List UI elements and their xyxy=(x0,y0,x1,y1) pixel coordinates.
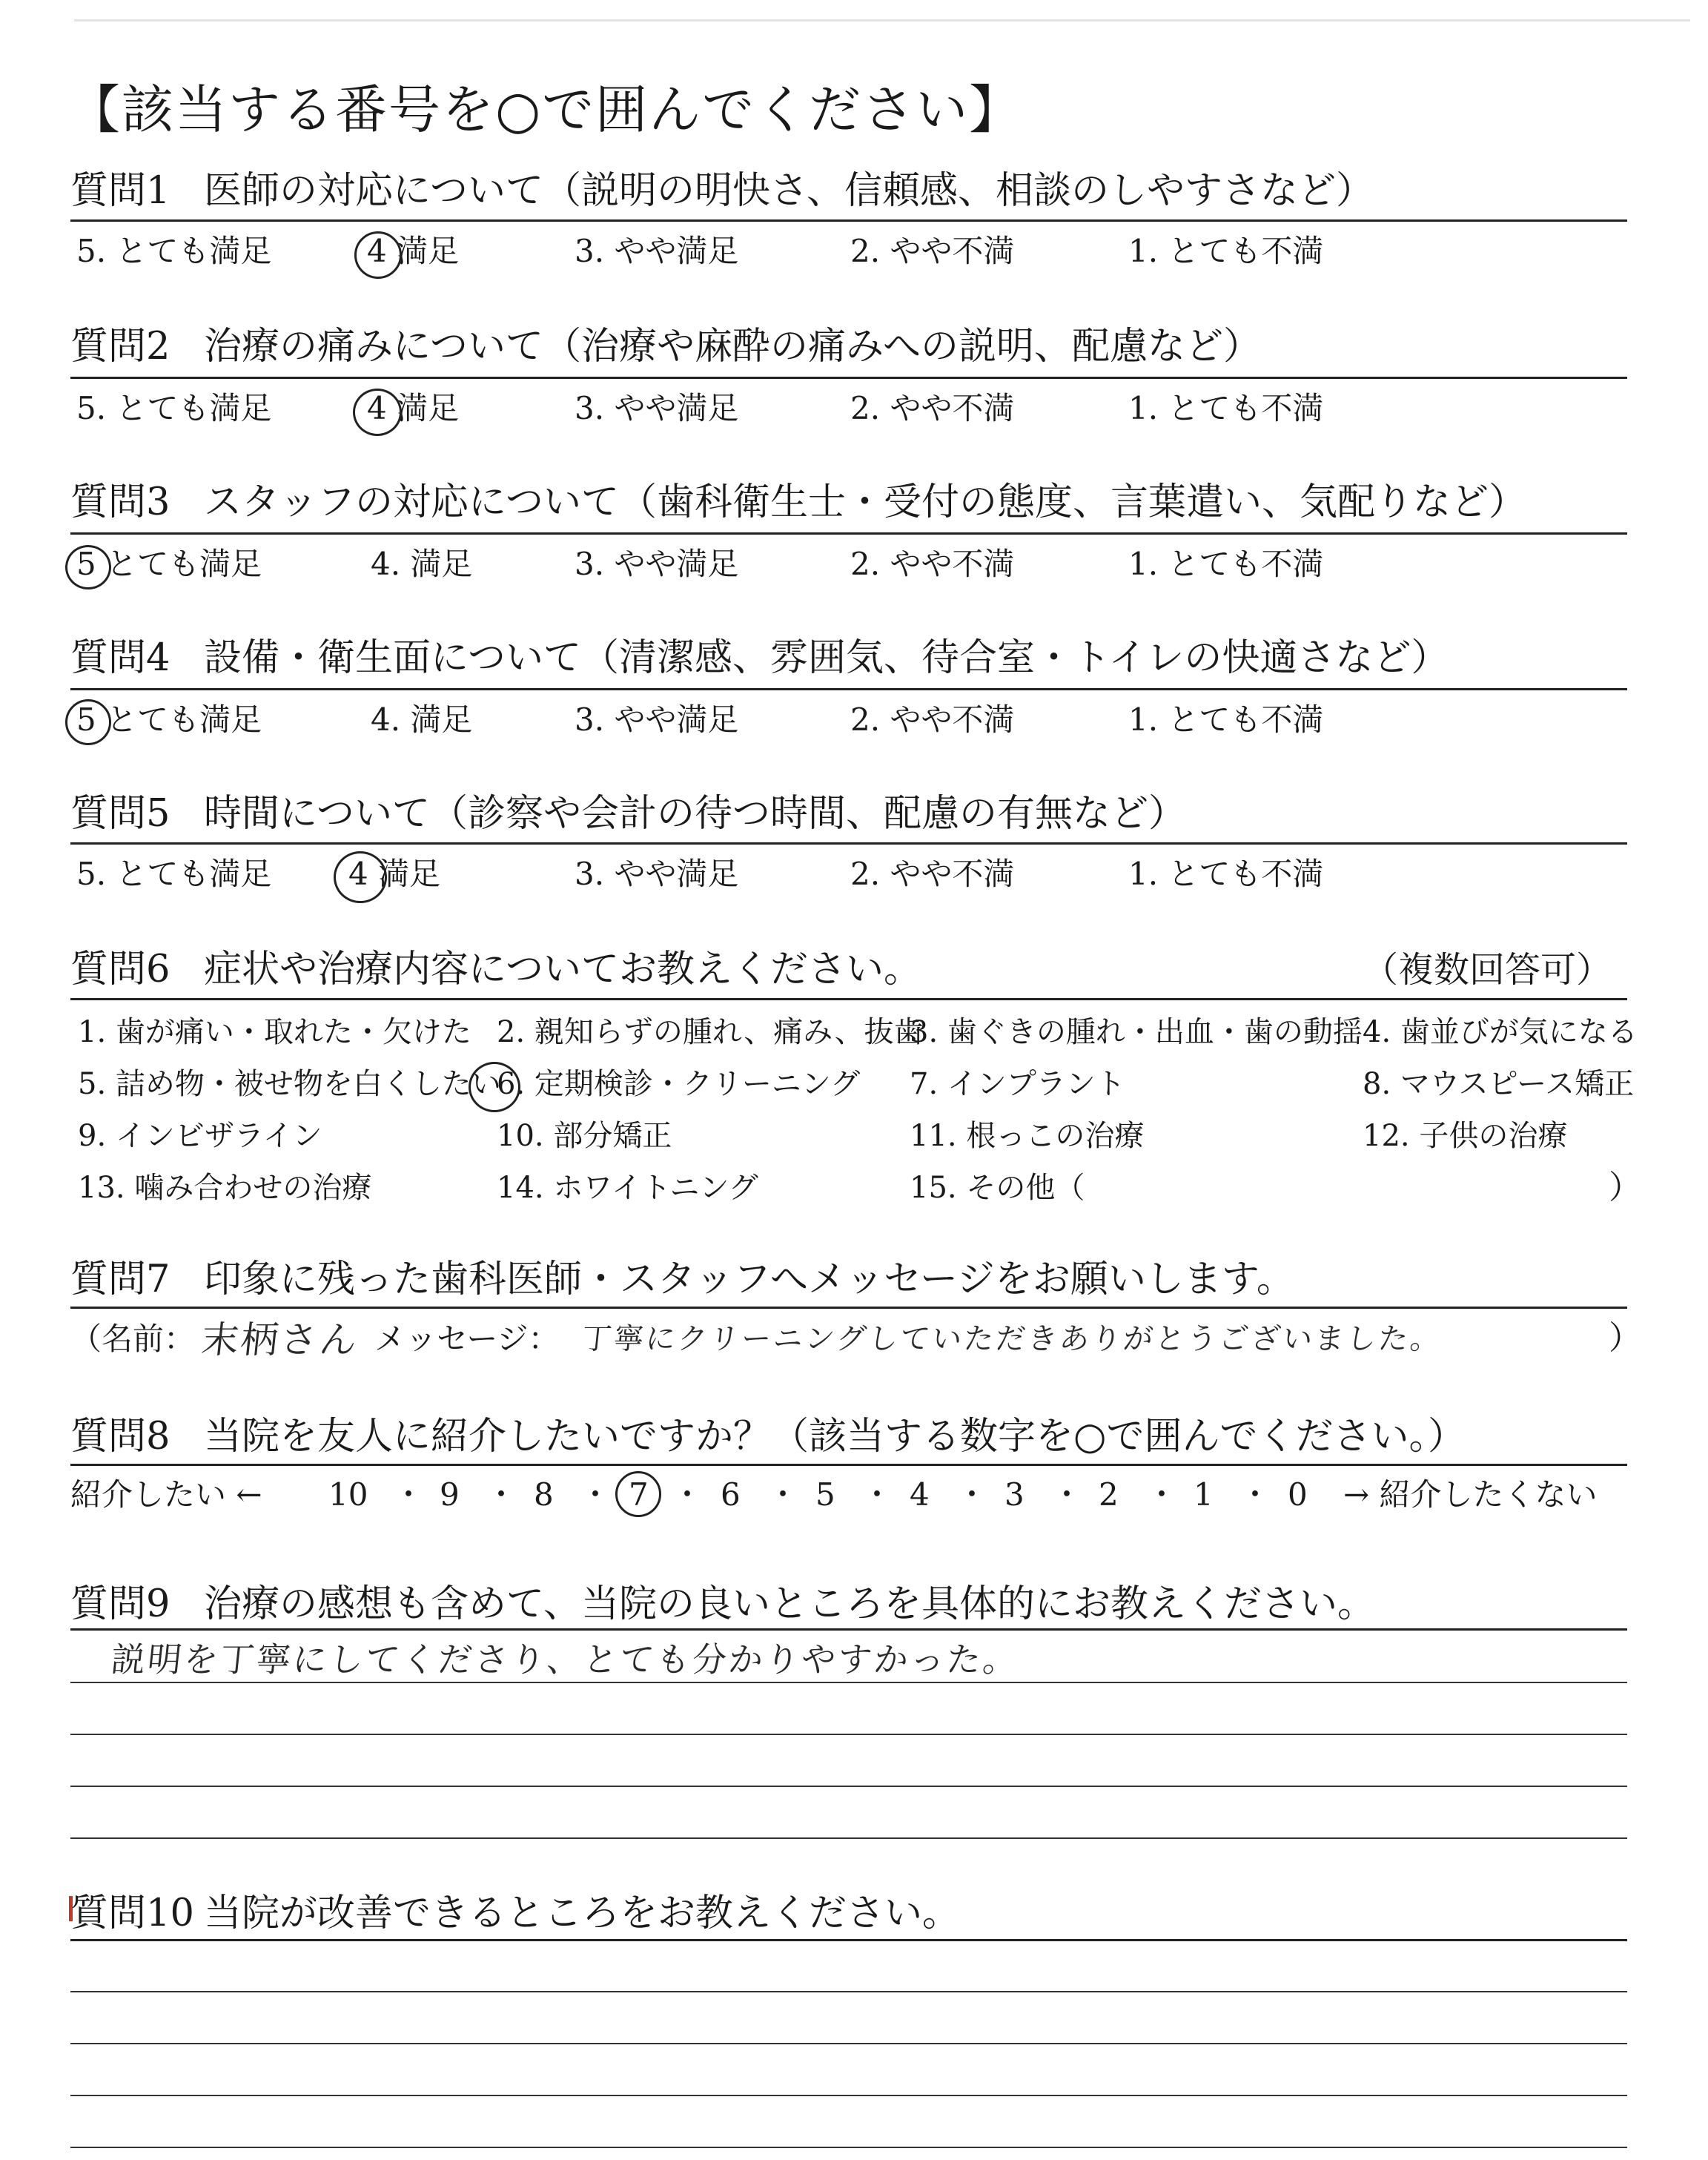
divider xyxy=(70,377,1627,379)
option-word: とても満足 xyxy=(106,546,262,582)
question-text: 医師の対応について（説明の明快さ、信頼感、相談のしやすさなど） xyxy=(204,169,1374,213)
scale-separator: ・ xyxy=(1146,1476,1178,1513)
question-text: 治療の痛みについて（治療や麻酔の痛みへの説明、配慮など） xyxy=(204,325,1261,369)
selection-circle xyxy=(354,231,402,279)
option-satisfied[interactable]: 4. 満足 xyxy=(371,546,473,582)
option-very-satisfied[interactable]: 5. とても満足 xyxy=(76,233,272,269)
scale-6[interactable]: 6 xyxy=(721,1476,741,1513)
divider xyxy=(70,219,1627,222)
question-number: 質問9 xyxy=(70,1582,171,1626)
option-digit: 4 xyxy=(348,856,368,892)
choice-14[interactable]: 14. ホワイトニング xyxy=(497,1171,758,1205)
option-somewhat-satisfied[interactable]: 3. やや満足 xyxy=(575,390,739,426)
option-word: 満足 xyxy=(378,856,441,892)
divider xyxy=(70,688,1627,690)
selection-circle xyxy=(469,1062,520,1112)
other-close-paren: ） xyxy=(1609,1169,1641,1206)
scale-10[interactable]: 10 xyxy=(328,1476,368,1513)
choice-1[interactable]: 1. 歯が痛い・取れた・欠けた xyxy=(78,1015,471,1049)
question-number: 質問10 xyxy=(70,1892,194,1935)
question-number: 質問5 xyxy=(70,792,171,836)
option-somewhat-dissatisfied[interactable]: 2. やや不満 xyxy=(850,701,1015,738)
question-8-title xyxy=(70,1415,1466,1459)
name-label: （名前： xyxy=(70,1321,196,1357)
selection-circle xyxy=(65,699,111,745)
option-somewhat-dissatisfied[interactable]: 2. やや不満 xyxy=(850,233,1015,269)
scale-separator: ・ xyxy=(393,1476,425,1513)
message-label: メッセージ： xyxy=(374,1321,560,1357)
name-handwritten[interactable]: 末柄さん xyxy=(199,1318,362,1361)
selection-circle xyxy=(353,389,402,436)
option-very-dissatisfied[interactable]: 1. とても不満 xyxy=(1128,390,1324,426)
option-very-dissatisfied[interactable]: 1. とても不満 xyxy=(1128,856,1324,892)
choice-2[interactable]: 2. 親知らずの腫れ、痛み、抜歯 xyxy=(497,1015,924,1049)
option-somewhat-satisfied[interactable]: 3. やや満足 xyxy=(575,856,739,892)
question-text: 症状や治療内容についてお教えください。 xyxy=(204,948,921,991)
answer-line xyxy=(70,1734,1627,1735)
option-somewhat-dissatisfied[interactable]: 2. やや不満 xyxy=(850,856,1015,892)
question-2-title xyxy=(70,325,1261,369)
option-digit: 4 xyxy=(367,233,387,269)
choice-12[interactable]: 12. 子供の治療 xyxy=(1363,1119,1568,1153)
answer-line xyxy=(70,1786,1627,1787)
choice-10[interactable]: 10. 部分矯正 xyxy=(497,1119,672,1153)
multiple-answers-note: （複数回答可） xyxy=(1362,949,1612,991)
choice-7[interactable]: 7. インプラント xyxy=(910,1067,1125,1101)
scale-separator: ・ xyxy=(767,1476,799,1513)
question-3-title xyxy=(70,480,1526,524)
scale-5[interactable]: 5 xyxy=(815,1476,835,1513)
question-text: 当院が改善できるところをお教えください。 xyxy=(204,1892,961,1935)
scale-separator: ・ xyxy=(1239,1476,1271,1513)
divider xyxy=(70,1464,1627,1466)
option-somewhat-dissatisfied[interactable]: 2. やや不満 xyxy=(850,546,1015,582)
option-very-satisfied[interactable]: 5. とても満足 xyxy=(76,856,272,892)
scale-right-label: → 紹介したくない xyxy=(1343,1476,1598,1513)
answer-line xyxy=(70,2147,1627,2148)
question-number: 質問1 xyxy=(70,169,171,213)
question-9-title xyxy=(70,1582,1375,1626)
scale-8[interactable]: 8 xyxy=(534,1476,554,1513)
divider xyxy=(70,998,1627,1000)
option-somewhat-satisfied[interactable]: 3. やや満足 xyxy=(575,546,739,582)
option-satisfied[interactable]: 4. 満足 xyxy=(371,701,473,738)
question-7-title xyxy=(70,1258,1294,1301)
selection-circle xyxy=(65,545,111,589)
divider xyxy=(70,1939,1627,1941)
option-very-dissatisfied[interactable]: 1. とても不満 xyxy=(1128,701,1324,738)
scale-1[interactable]: 1 xyxy=(1194,1476,1214,1513)
question-number: 質問3 xyxy=(70,480,171,524)
instruction-header: 【該当する番号を○で囲んでください】 xyxy=(68,79,1023,140)
question-text: スタッフの対応について（歯科衛生士・受付の態度、言葉遣い、気配りなど） xyxy=(204,480,1526,524)
scale-2[interactable]: 2 xyxy=(1099,1476,1119,1513)
question-number: 質問4 xyxy=(70,636,171,680)
scale-9[interactable]: 9 xyxy=(440,1476,460,1513)
question-text: 時間について（診察や会計の待つ時間、配慮の有無など） xyxy=(204,792,1186,836)
option-very-dissatisfied[interactable]: 1. とても不満 xyxy=(1128,546,1324,582)
choice-11[interactable]: 11. 根っこの治療 xyxy=(910,1119,1145,1153)
question-5-title xyxy=(70,792,1186,836)
option-very-dissatisfied[interactable]: 1. とても不満 xyxy=(1128,233,1324,269)
question-number: 質問7 xyxy=(70,1258,171,1301)
question-text: 当院を友人に紹介したいですか？（該当する数字を○で囲んでください。） xyxy=(204,1415,1466,1459)
scale-separator: ・ xyxy=(956,1476,988,1513)
scale-separator: ・ xyxy=(486,1476,517,1513)
choice-5[interactable]: 5. 詰め物・被せ物を白くしたい xyxy=(78,1067,501,1101)
answer-line xyxy=(70,1837,1627,1839)
question-text: 治療の感想も含めて、当院の良いところを具体的にお教えください。 xyxy=(204,1582,1375,1626)
scale-separator: ・ xyxy=(672,1476,704,1513)
answer-line xyxy=(70,1682,1627,1683)
choice-3[interactable]: 3. 歯ぐきの腫れ・出血・歯の動揺 xyxy=(910,1015,1363,1049)
question-4-title xyxy=(70,636,1449,680)
option-somewhat-dissatisfied[interactable]: 2. やや不満 xyxy=(850,390,1015,426)
option-digit: 5 xyxy=(76,701,96,738)
question-number: 質問2 xyxy=(70,325,171,369)
option-somewhat-satisfied[interactable]: 3. やや満足 xyxy=(575,233,739,269)
answer-line xyxy=(70,2095,1627,2096)
scale-3[interactable]: 3 xyxy=(1004,1476,1025,1513)
scale-left-label: 紹介したい ← xyxy=(70,1476,262,1513)
choice-15[interactable]: 15. その他（ xyxy=(910,1171,1085,1205)
answer-line xyxy=(70,1991,1627,1992)
scale-separator: ・ xyxy=(580,1476,612,1513)
choice-9[interactable]: 9. インビザライン xyxy=(78,1119,322,1153)
option-somewhat-satisfied[interactable]: 3. やや満足 xyxy=(575,701,739,738)
selection-circle xyxy=(334,851,387,903)
option-word: とても満足 xyxy=(106,701,262,738)
option-very-satisfied[interactable]: 5. とても満足 xyxy=(76,390,272,426)
divider xyxy=(70,1628,1627,1631)
selection-circle xyxy=(615,1471,661,1517)
question-number: 質問6 xyxy=(70,948,171,991)
option-word: 満足 xyxy=(397,233,460,269)
scan-edge-line xyxy=(74,19,1690,22)
choice-13[interactable]: 13. 噛み合わせの治療 xyxy=(78,1171,372,1205)
question-text: 印象に残った歯科医師・スタッフへメッセージをお願いします。 xyxy=(204,1258,1294,1301)
question-number: 質問8 xyxy=(70,1415,171,1459)
scale-separator: ・ xyxy=(861,1476,893,1513)
answer-line xyxy=(70,2043,1627,2044)
question-10-title xyxy=(70,1892,961,1935)
message-handwritten[interactable]: 丁寧にクリーニングしていただきありがとうございました。 xyxy=(580,1322,1444,1356)
choice-4[interactable]: 4. 歯並びが気になる xyxy=(1363,1015,1638,1049)
option-digit: 5 xyxy=(76,546,96,582)
scale-4[interactable]: 4 xyxy=(910,1476,930,1513)
question-text: 設備・衛生面について（清潔感、雰囲気、待合室・トイレの快適さなど） xyxy=(204,636,1449,680)
option-digit: 4 xyxy=(367,390,387,426)
divider xyxy=(70,842,1627,845)
scale-separator: ・ xyxy=(1051,1476,1083,1513)
scale-7[interactable]: 7 xyxy=(629,1476,649,1513)
scale-0[interactable]: 0 xyxy=(1288,1476,1308,1513)
choice-8[interactable]: 8. マウスピース矯正 xyxy=(1363,1067,1635,1101)
message-close-paren: ） xyxy=(1609,1319,1641,1357)
divider xyxy=(70,532,1627,535)
option-word: 満足 xyxy=(397,390,460,426)
choice-6[interactable]: 6. 定期検診・クリーニング xyxy=(497,1067,861,1101)
q9-handwritten-answer[interactable]: 説明を丁寧にしてくださり、とても分かりやすかった。 xyxy=(109,1639,1022,1680)
divider xyxy=(70,1307,1627,1309)
question-1-title xyxy=(70,169,1374,213)
question-6-title xyxy=(70,948,921,991)
